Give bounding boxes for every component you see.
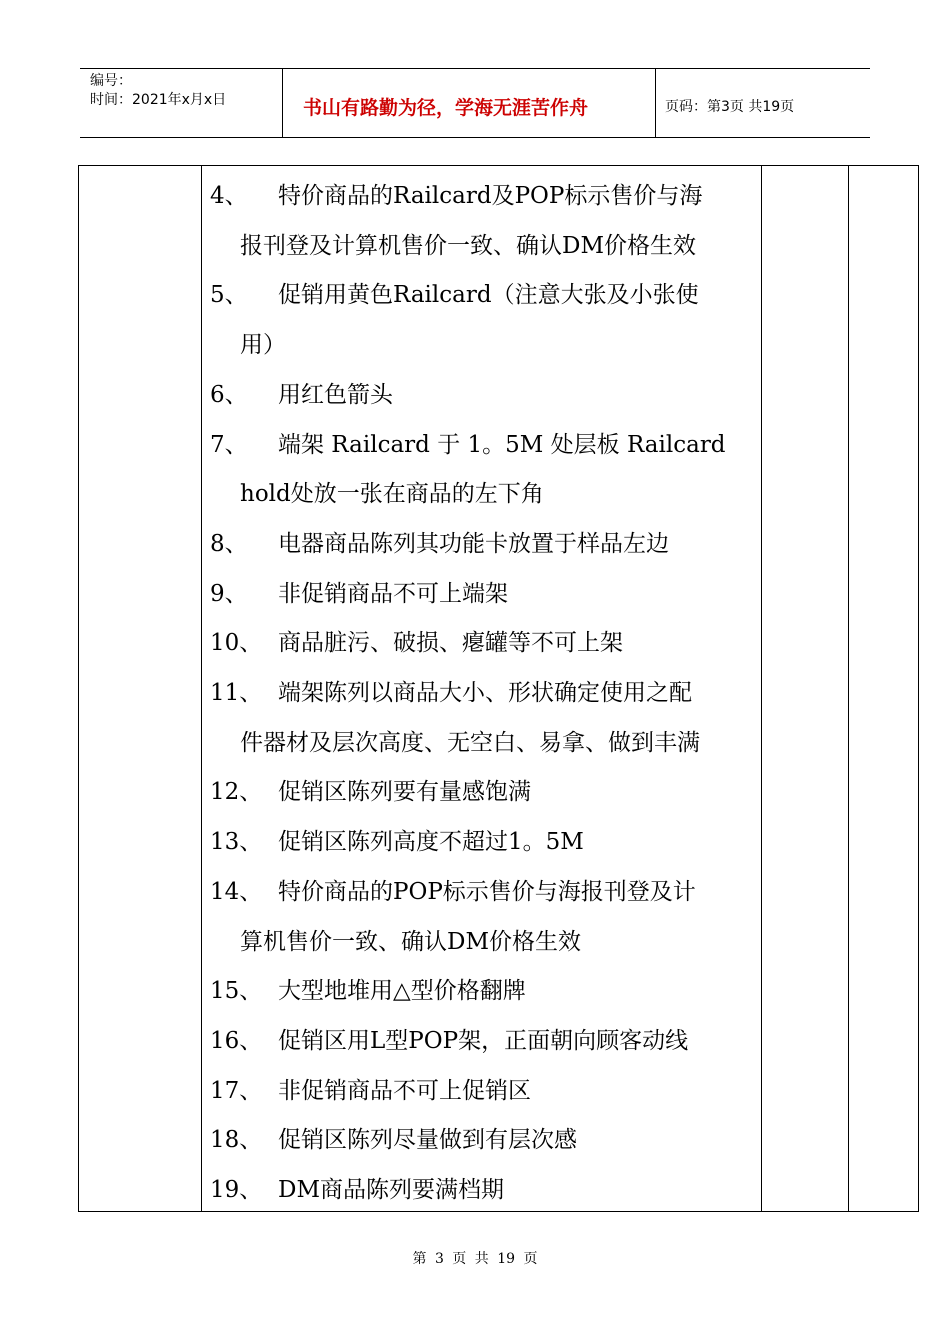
item-text-continuation: hold处放一张在商品的左下角 <box>240 481 544 508</box>
item-text: 促销区陈列高度不超过1。5M <box>278 829 584 856</box>
list-item <box>210 1017 755 1067</box>
item-text: 促销区陈列尽量做到有层次感 <box>278 1127 577 1154</box>
header-motto-cell <box>283 69 656 137</box>
item-text: 促销区用L型POP架，正面朝向顾客动线 <box>278 1027 689 1054</box>
item-number: 19、 <box>210 1177 263 1204</box>
item-number: 17、 <box>210 1077 263 1104</box>
item-text: 促销区陈列要有量感饱满 <box>278 779 531 806</box>
item-number: 12、 <box>210 779 263 806</box>
list-item <box>210 818 755 868</box>
item-list <box>210 172 755 1216</box>
list-item <box>210 271 755 321</box>
page-footer: 第 3 页 共 19 页 <box>412 1251 538 1267</box>
item-text: 促销用黄色Railcard（注意大张及小张使 <box>278 282 699 309</box>
item-number: 10、 <box>210 630 263 657</box>
item-text: DM商品陈列要满档期 <box>278 1177 504 1204</box>
item-text-continuation: 用） <box>240 332 286 359</box>
document-time-label: 时间：2021年x月x日 <box>90 92 227 108</box>
header-page-info: 页码：第3页 共19页 <box>665 99 795 115</box>
item-text-continuation: 算机售价一致、确认DM价格生效 <box>240 928 581 955</box>
table-column-divider <box>201 166 202 1211</box>
list-item <box>210 1166 755 1216</box>
item-text: 商品脏污、破损、瘪罐等不可上架 <box>278 630 623 657</box>
list-item <box>210 1116 755 1166</box>
table-column-divider <box>761 166 762 1211</box>
list-item <box>210 669 755 719</box>
list-item <box>210 1067 755 1117</box>
item-text: 特价商品的Railcard及POP标示售价与海 <box>278 183 703 209</box>
document-number-label: 编号： <box>90 73 132 89</box>
item-number: 9、 <box>210 580 248 607</box>
list-item <box>210 520 755 570</box>
list-item <box>210 768 755 818</box>
item-text: 电器商品陈列其功能卡放置于样品左边 <box>278 530 669 557</box>
content-table <box>78 165 919 1212</box>
item-number: 4、 <box>210 183 248 209</box>
list-item <box>210 570 755 620</box>
item-text: 端架 Railcard 于 1。5M 处层板 Railcard <box>278 431 726 458</box>
list-item <box>210 868 755 918</box>
item-number: 18、 <box>210 1127 263 1154</box>
item-number: 5、 <box>210 282 248 309</box>
item-text-continuation: 件器材及层次高度、无空白、易拿、做到丰满 <box>240 729 700 756</box>
item-number: 7、 <box>210 431 248 458</box>
item-text: 特价商品的POP标示售价与海报刊登及计 <box>278 878 696 905</box>
item-number: 14、 <box>210 878 263 905</box>
header-left-cell <box>80 69 283 137</box>
item-text: 用红色箭头 <box>278 381 393 408</box>
table-column-divider <box>848 166 849 1211</box>
item-number: 15、 <box>210 978 263 1005</box>
list-item <box>210 967 755 1017</box>
list-item <box>210 421 755 471</box>
item-text-continuation: 报刊登及计算机售价一致、确认DM价格生效 <box>240 232 696 259</box>
item-text: 非促销商品不可上促销区 <box>278 1077 531 1104</box>
page-header <box>80 68 870 138</box>
list-item <box>210 371 755 421</box>
list-item <box>210 619 755 669</box>
item-text: 非促销商品不可上端架 <box>278 580 508 607</box>
list-item <box>210 172 755 222</box>
item-number: 11、 <box>210 680 263 707</box>
item-number: 8、 <box>210 530 248 557</box>
item-number: 16、 <box>210 1027 263 1054</box>
item-text: 大型地堆用△型价格翻牌 <box>278 978 526 1005</box>
item-number: 6、 <box>210 381 248 408</box>
header-motto: 书山有路勤为径，学海无涯苦作舟 <box>303 97 589 119</box>
item-text: 端架陈列以商品大小、形状确定使用之配 <box>278 680 692 707</box>
item-number: 13、 <box>210 829 263 856</box>
